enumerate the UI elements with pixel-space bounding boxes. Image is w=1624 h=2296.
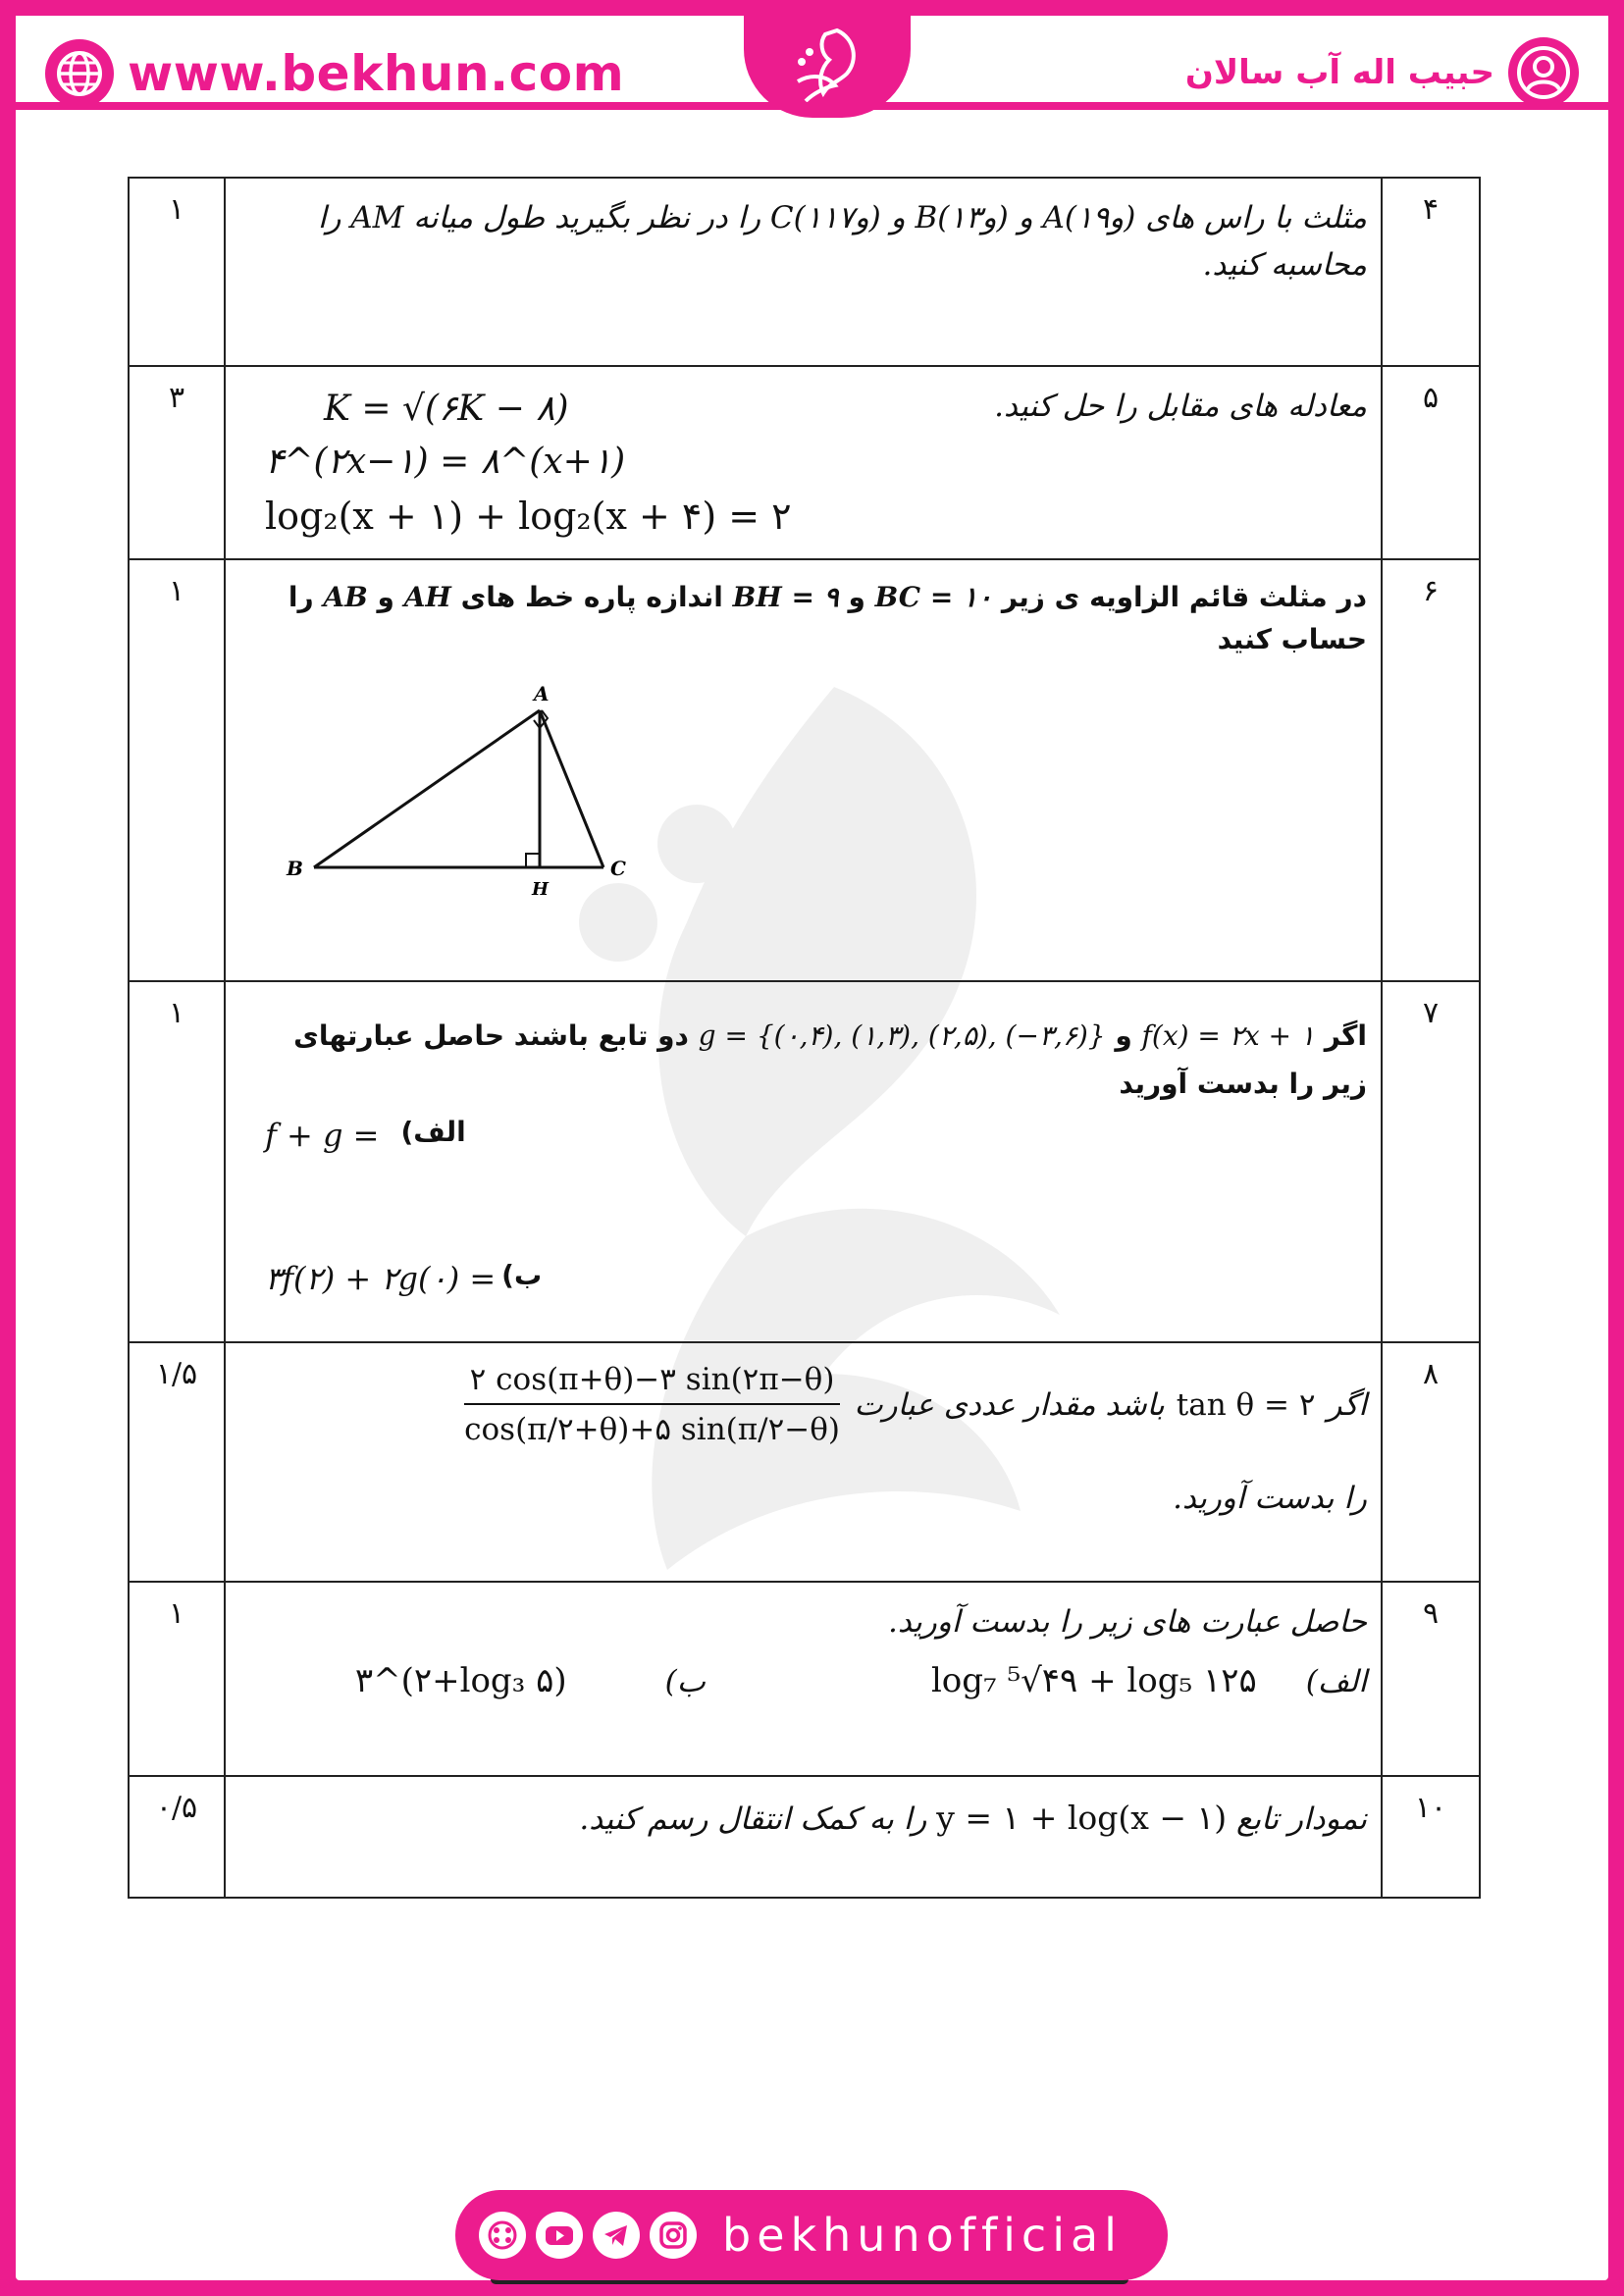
q4-text: را در نظر بگیرید طول میانه xyxy=(413,200,761,235)
q7-part-a: f + g = xyxy=(265,1117,380,1154)
question-text xyxy=(225,1776,1382,1898)
question-text xyxy=(225,366,1382,559)
q5-text: معادله های مقابل را حل کنید. xyxy=(994,389,1367,424)
q5-eq3: log₂(x + ۱) + log₂(x + ۴) = ۲ xyxy=(265,495,792,538)
aparat-icon[interactable] xyxy=(479,2212,526,2259)
q6-bc: BC = ۱۰ xyxy=(874,581,993,613)
header-divider xyxy=(16,102,1608,110)
question-number: ۸ xyxy=(1382,1342,1480,1582)
q6-and: و xyxy=(377,581,394,613)
q4-text: مثلث با راس های xyxy=(1145,200,1367,235)
question-number: ۶ xyxy=(1382,559,1480,981)
question-text xyxy=(225,981,1382,1342)
youtube-icon[interactable] xyxy=(536,2212,583,2259)
q8-fraction xyxy=(464,1359,841,1452)
author-name: حبیب اله آب سالان xyxy=(1184,53,1494,92)
q8-text: اگر xyxy=(1327,1386,1367,1423)
exam-table xyxy=(128,177,1481,1899)
instagram-icon[interactable] xyxy=(650,2212,697,2259)
q7-part-b: ۳f(۲) + ۲g(۰) = xyxy=(265,1260,497,1297)
header xyxy=(16,16,1608,106)
question-row xyxy=(129,1342,1480,1582)
question-text xyxy=(225,178,1382,366)
question-score: ۱ xyxy=(129,559,225,981)
question-row xyxy=(129,178,1480,366)
q8-numerator: ۲ cos(π+θ)−۳ sin(۲π−θ) xyxy=(464,1359,841,1405)
q6-text: اندازه پاره خط های xyxy=(460,581,723,613)
telegram-icon[interactable] xyxy=(593,2212,640,2259)
q7-part-a-label: الف) xyxy=(400,1116,466,1148)
question-number: ۴ xyxy=(1382,178,1480,366)
question-number: ۵ xyxy=(1382,366,1480,559)
social-footer xyxy=(455,2190,1168,2280)
user-icon xyxy=(1508,37,1579,108)
globe-icon xyxy=(45,39,114,108)
question-text xyxy=(225,1342,1382,1582)
q4-point-b: B(۱و۳) xyxy=(915,200,1009,235)
q6-ab: AB xyxy=(323,581,368,613)
q7-and: و xyxy=(1115,1019,1132,1052)
q7-part-b-label: ب) xyxy=(501,1259,543,1291)
q4-and: و xyxy=(1018,200,1033,235)
q8-text: باشد مقدار عددی عبارت xyxy=(854,1386,1165,1423)
q10-text: را به کمک انتقال رسم کنید. xyxy=(579,1801,927,1837)
q8-text: را بدست آورید. xyxy=(1173,1480,1367,1516)
q6-and: و xyxy=(848,581,865,613)
q7-g-def: g = {(۰,۴), (۱,۳), (۲,۵), (−۳,۶)} xyxy=(698,1019,1106,1052)
right-triangle-diagram xyxy=(265,671,657,907)
q10-text: نمودار تابع xyxy=(1235,1801,1367,1837)
question-row xyxy=(129,981,1480,1342)
q9-part-a: log₇ ⁵√۴۹ + log₅ ۱۲۵ xyxy=(930,1661,1257,1701)
q4-point-c: C(۱۱و۷) xyxy=(769,200,881,235)
question-score: ۳ xyxy=(129,366,225,559)
right-angle-mark-h xyxy=(526,854,540,867)
label-b: B xyxy=(287,856,303,880)
question-score: ۰/۵ xyxy=(129,1776,225,1898)
question-number: ۱۰ xyxy=(1382,1776,1480,1898)
social-handle: bekhunofficial xyxy=(722,2209,1123,2262)
question-score: ۱ xyxy=(129,981,225,1342)
question-score: ۱ xyxy=(129,1582,225,1776)
question-number: ۷ xyxy=(1382,981,1480,1342)
side-ac xyxy=(540,710,603,867)
q5-eq1: K = √(۶K − ۸) xyxy=(324,389,569,429)
label-h: H xyxy=(532,878,550,900)
question-number: ۹ xyxy=(1382,1582,1480,1776)
site-url: www.bekhun.com xyxy=(128,45,625,102)
question-text xyxy=(225,559,1382,981)
q4-text: را محاسبه کنید. xyxy=(317,200,1367,284)
q6-text: را حساب کنید xyxy=(288,581,1367,656)
q9-text: حاصل عبارت های زیر را بدست آورید. xyxy=(888,1604,1367,1640)
q7-text: دو تابع باشند حاصل عبارتهای زیر را بدست آورید xyxy=(293,1019,1367,1100)
site-link[interactable] xyxy=(45,39,624,108)
q6-ah: AH xyxy=(403,581,451,613)
label-a: A xyxy=(534,681,550,705)
question-score: ۱/۵ xyxy=(129,1342,225,1582)
q4-and: و xyxy=(890,200,906,235)
q7-f-def: f(x) = ۲x + ۱ xyxy=(1141,1019,1315,1052)
q5-eq2: ۴^(۲x−۱) = ۸^(x+۱) xyxy=(265,442,626,482)
q4-median: AM xyxy=(350,200,404,235)
question-text xyxy=(225,1582,1382,1776)
author-block xyxy=(1185,37,1579,108)
q6-text: در مثلث قائم الزاویه ی زیر xyxy=(1001,581,1367,613)
label-c: C xyxy=(610,856,626,880)
question-row xyxy=(129,559,1480,981)
q4-point-a: A(۱و۹) xyxy=(1042,200,1136,235)
question-row xyxy=(129,1776,1480,1898)
q8-denominator: cos(π/۲+θ)+۵ sin(π/۲−θ) xyxy=(464,1412,840,1448)
q9-part-b: ۳^(۲+log₃ ۵) xyxy=(354,1661,567,1701)
q9-part-a-label: الف) xyxy=(1305,1664,1367,1700)
q7-text: اگر xyxy=(1324,1019,1367,1052)
question-row xyxy=(129,366,1480,559)
q6-bh: BH = ۹ xyxy=(732,581,839,613)
q8-condition: tan θ = ۲ xyxy=(1176,1386,1316,1423)
q10-function: y = ۱ + log(x − ۱) xyxy=(936,1799,1228,1837)
q9-part-b-label: ب) xyxy=(664,1664,706,1700)
question-score: ۱ xyxy=(129,178,225,366)
side-ab xyxy=(314,710,540,867)
question-row xyxy=(129,1582,1480,1776)
